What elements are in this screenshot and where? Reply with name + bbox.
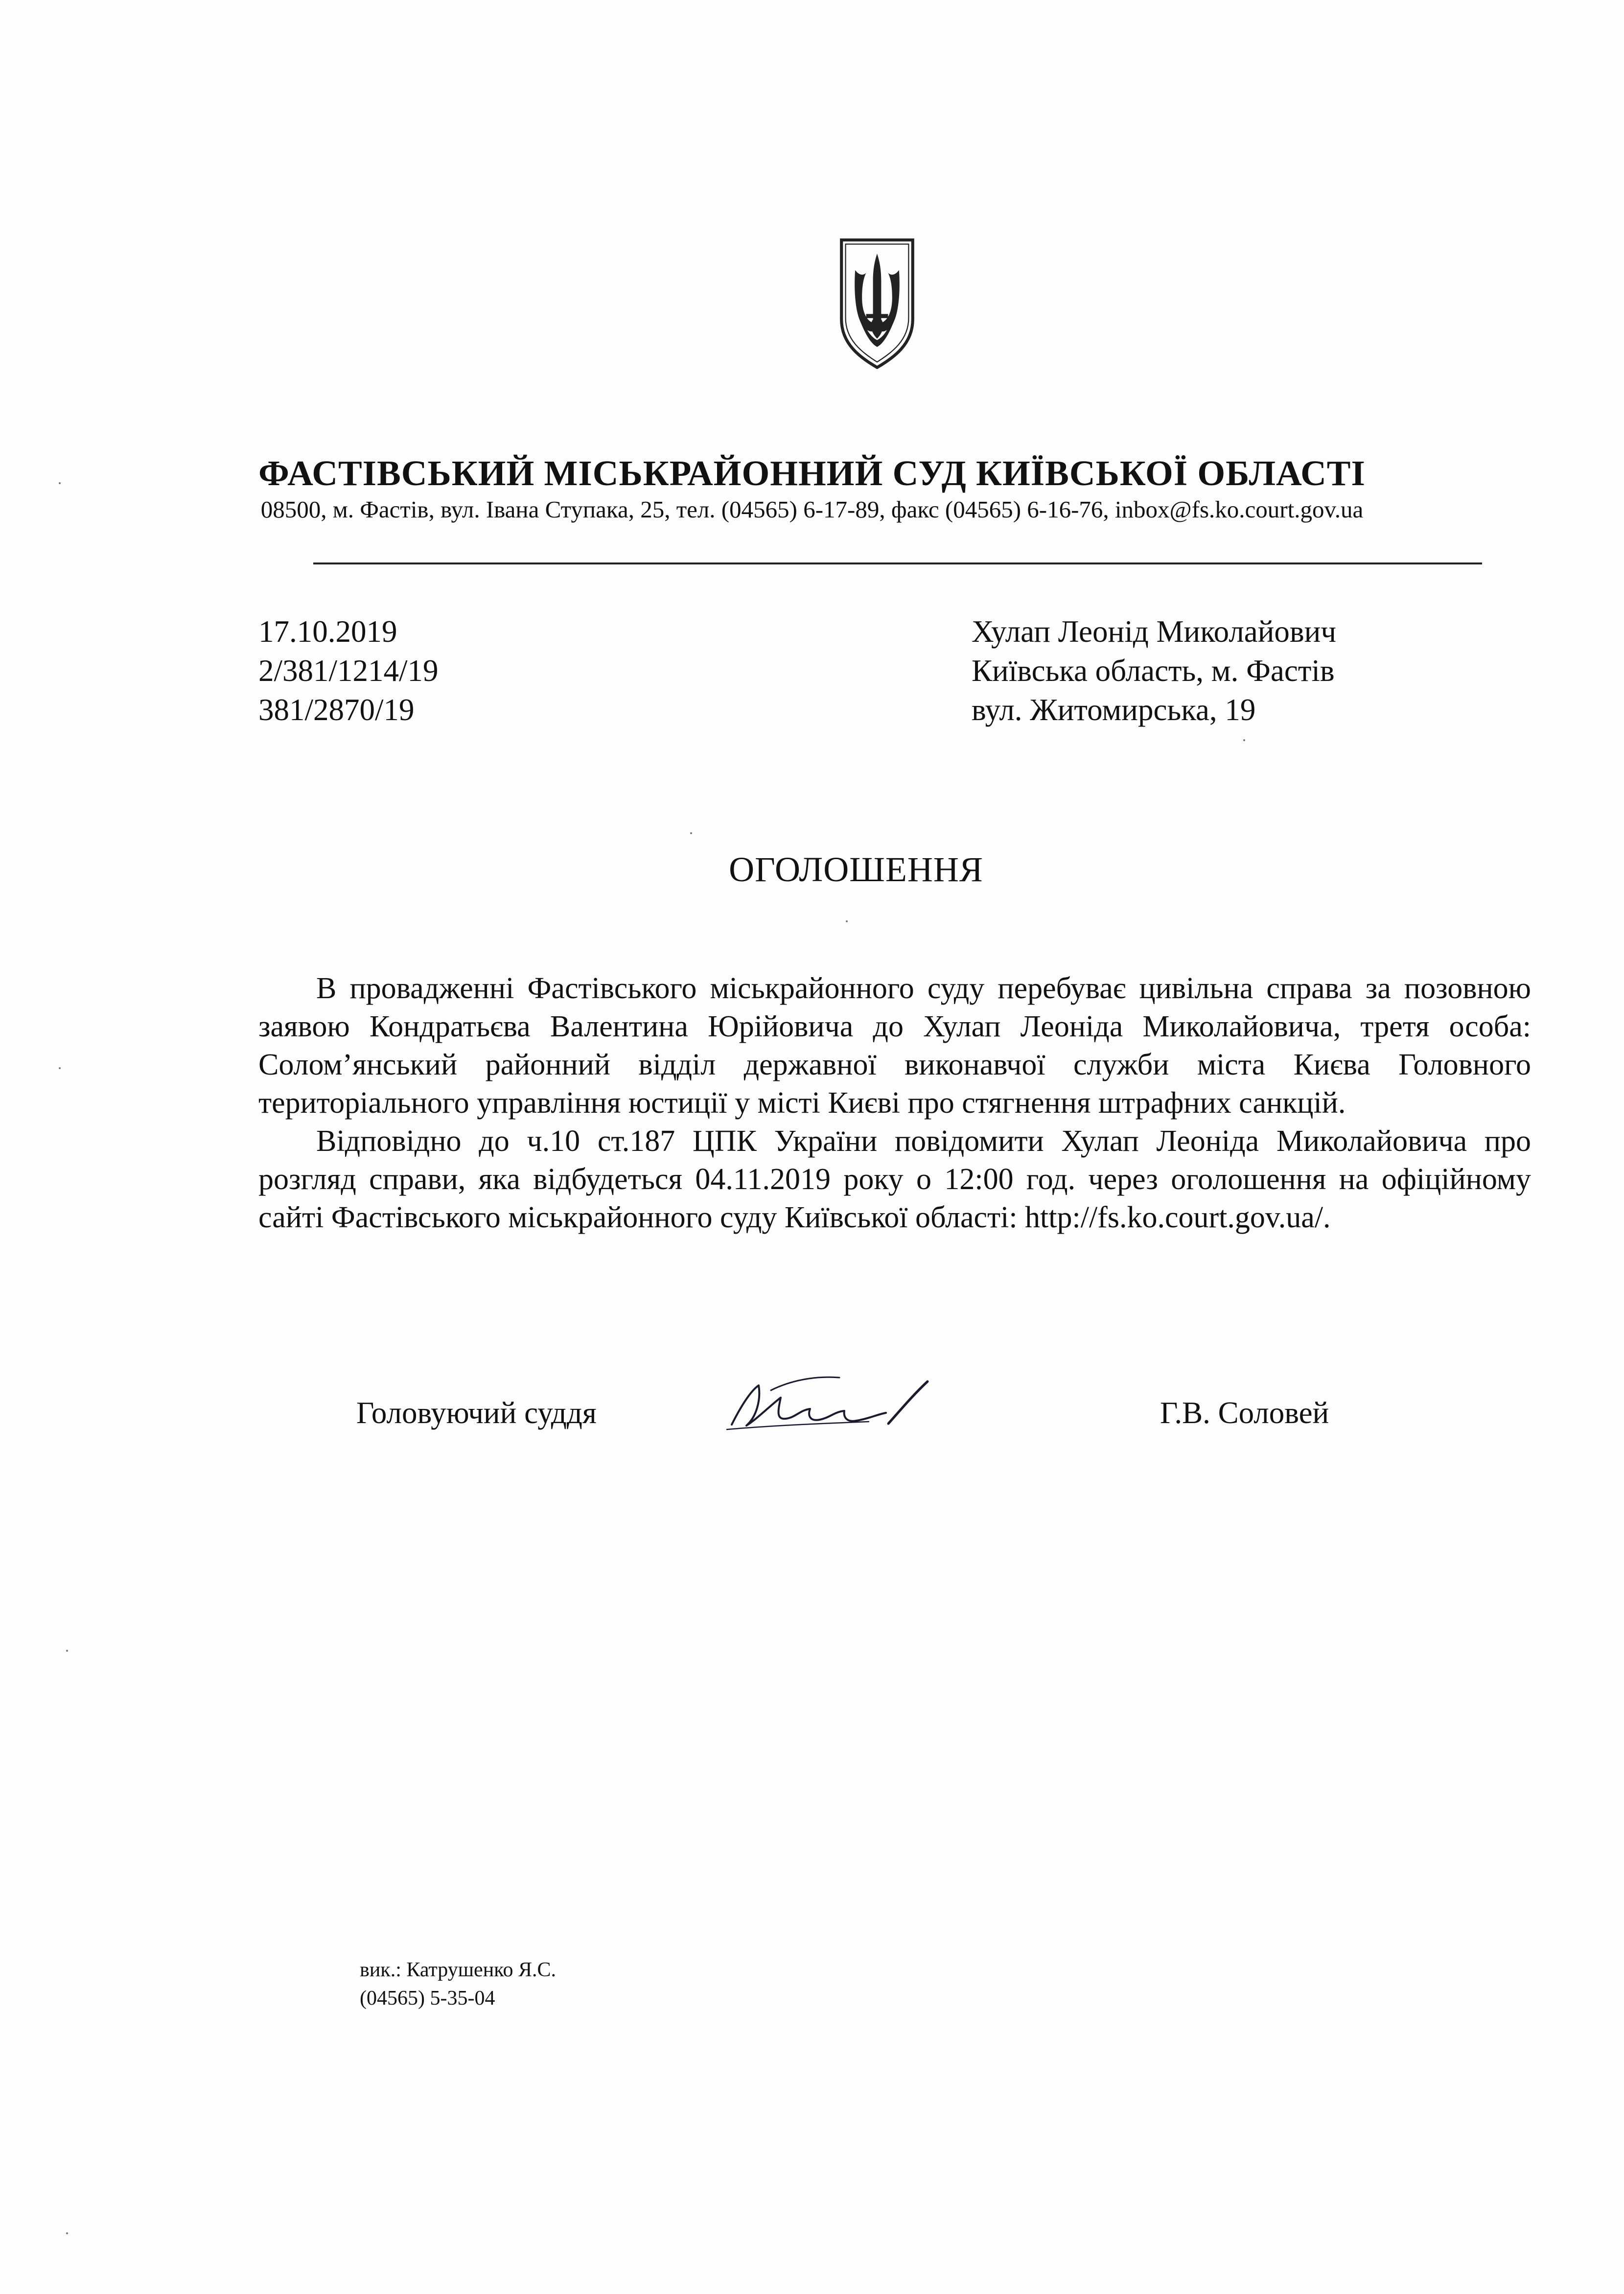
scan-speck [59, 1067, 61, 1069]
scan-speck [1243, 739, 1245, 741]
scan-speck [66, 2232, 68, 2234]
executor-name: вик.: Катрушенко Я.С. [360, 1959, 556, 1981]
executor-phone: (04565) 5-35-04 [360, 1987, 495, 2010]
notice-paragraph-2: Відповідно до ч.10 ст.187 ЦПК України повідомити Хулап Леоніда Миколайовича про розгляд справи, яка відбудеться 04.11.2019 року о 12:00 год. через оголошення на офіційному сайті Фастівського міськрайонного суду Київської області: http://fs.ko.court.gov.ua/. [258, 1124, 1531, 1234]
executor-block [360, 1956, 556, 2013]
document-meta [258, 612, 439, 729]
signatory-position: Головуючий суддя [356, 1396, 597, 1430]
scan-speck [690, 832, 692, 834]
scan-speck [59, 482, 61, 484]
recipient-street: вул. Житомирська, 19 [972, 693, 1256, 727]
document-date: 17.10.2019 [258, 614, 397, 649]
scan-speck [66, 1650, 68, 1652]
coat-of-arms-icon [836, 234, 918, 372]
scan-speck [846, 920, 848, 922]
recipient-city: Київська область, м. Фастів [972, 654, 1335, 688]
case-number: 381/2870/19 [258, 693, 415, 727]
notice-paragraph-1: В провадженні Фастівського міськрайонного суду перебуває цивільна справа за позовною заявою Кондратьєва Валентина Юрійовича до Хулап Леоніда Миколайовича, третя особа: Солом’янський районний відділ державної виконавчої служби міста Києва Головного територіального управління юстиції у місті Києві про стягнення штрафних санкцій. [258, 972, 1531, 1120]
notice-body [258, 969, 1531, 1237]
recipient-name: Хулап Леонід Миколайович [972, 614, 1337, 649]
recipient-block [972, 612, 1336, 729]
signature-block [0, 1371, 1624, 1439]
court-name: ФАСТІВСЬКИЙ МІСЬКРАЙОННИЙ СУД КИЇВСЬКОЇ ОБЛАСТІ [258, 453, 1366, 493]
outgoing-number: 2/381/1214/19 [258, 654, 439, 688]
signatory-name: Г.В. Соловей [1160, 1396, 1329, 1430]
document-title: ОГОЛОШЕННЯ [729, 850, 983, 889]
handwritten-signature [712, 1371, 947, 1439]
court-address: 08500, м. Фастів, вул. Івана Ступака, 25, тел. (04565) 6-17-89, факс (04565) 6-16-76, inbox@fs.ko.court.gov.ua [260, 496, 1364, 523]
header-divider [313, 562, 1482, 564]
